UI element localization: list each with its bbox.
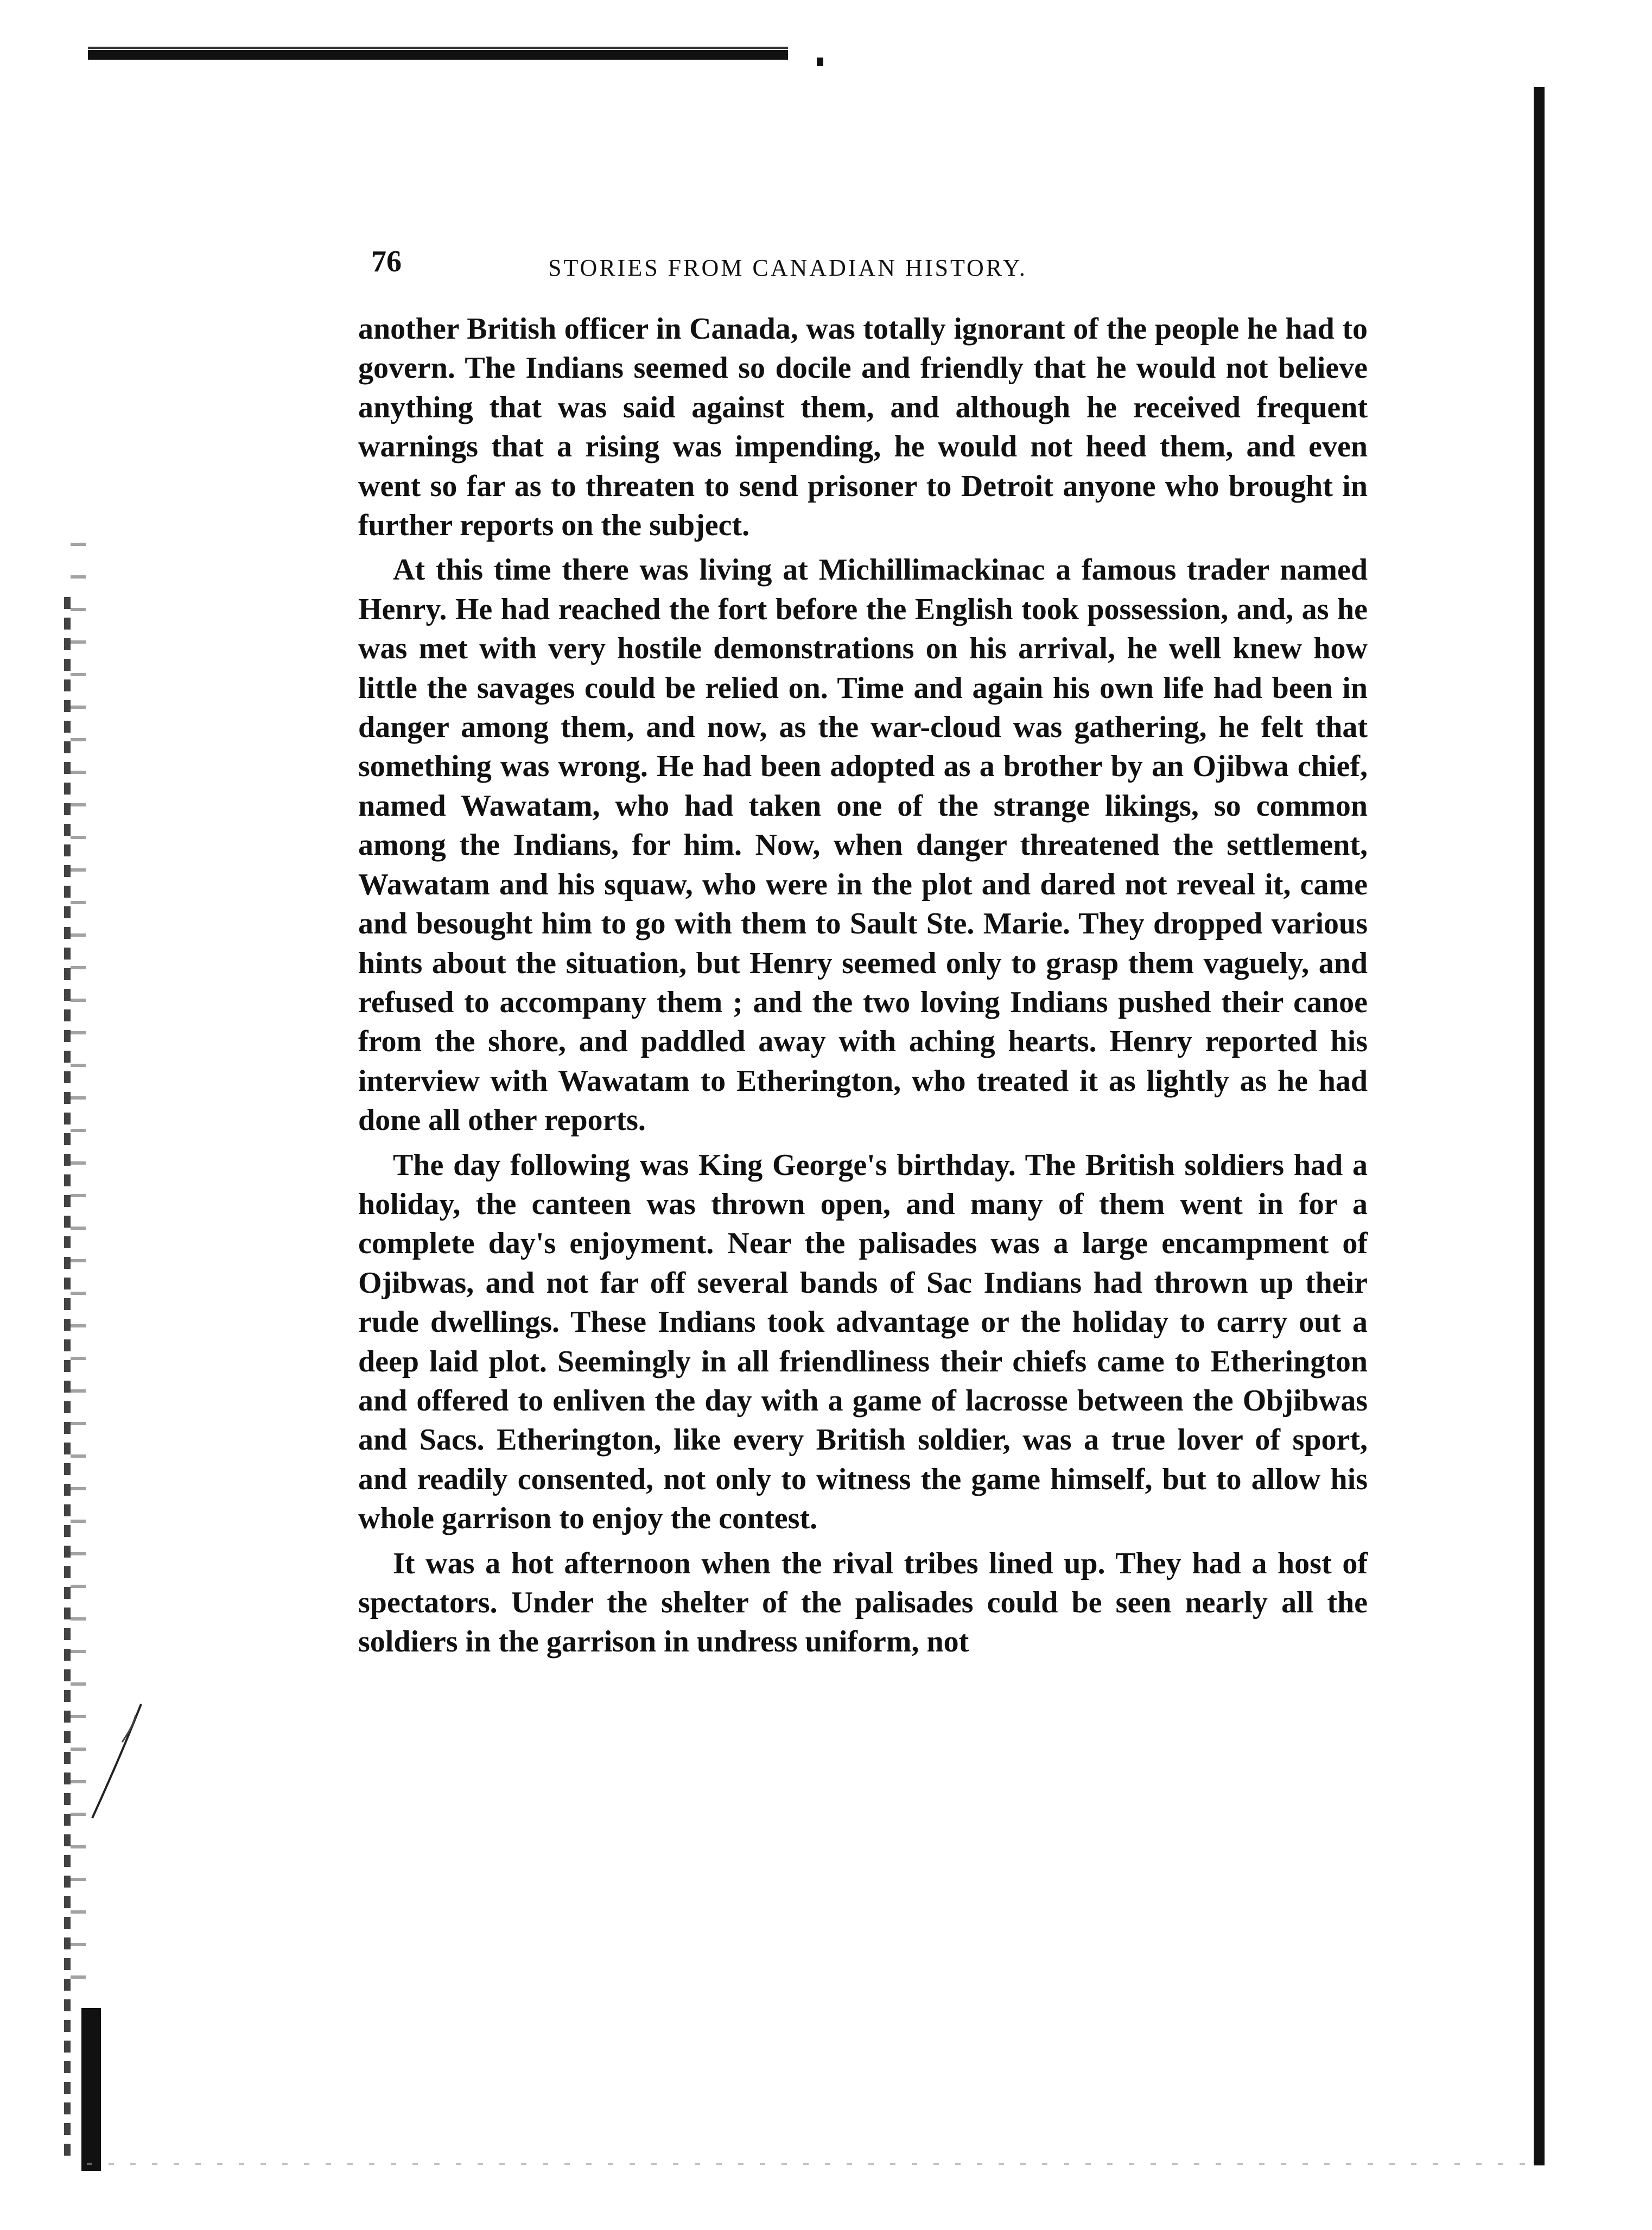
margin-pencil-mark [81,1682,157,1824]
running-title: STORIES FROM CANADIAN HISTORY. [548,255,1027,281]
page-number: 76 [371,245,402,278]
paragraph-2: At this time there was living at Michillimackinac a famous trader named Henry. He had reached the fort before the English took possession, and, as he was met with very hostile demonstrations on his arrival, he well knew how little the savages could be relied on. Time and again his own life had been in danger among them, and now, as the war-cloud was gathering, he felt that something was wrong. He had been adopted as a brother by an Ojibwa chief, named Wawatam, who had taken one of the strange likings, so common among the Indians, for him. Now, when danger threatened the settlement, Wawatam and his squaw, who were in the plot and dared not reveal it, came and besought him to go with them to Sault Ste. Marie. They dropped various hints about the situation, but Henry seemed only to grasp them vaguely, and refused to accompany them ; and the two loving Indians pushed their canoe from the shore, and paddled away with aching hearts. Henry reported his interview with Wawatam to Etherington, who treated it as lightly as he had done all other reports. [358,553,1368,1138]
left-binding-base [81,2008,101,2171]
top-scan-dot [817,58,823,66]
body-text [358,309,1368,1662]
paragraph-4: It was a hot afternoon when the rival tribes lined up. They had a host of spectators. Under the shelter of the palisades could be seen nearly all the soldiers in the garrison in undress uniform, not [358,1546,1368,1659]
top-scan-rule [88,50,788,60]
bottom-scan-speckle [87,2163,1525,2165]
paragraph-3: The day following was King George's birthday. The British soldiers had a holiday, the canteen was thrown open, and many of them went in for a complete day's enjoyment. Near the palisades was a large encampment of Ojibwas, and not far off several bands of Sac Indians had thrown up their rude dwellings. These Indians took advantage or the holiday to carry out a deep laid plot. Seemingly in all friendliness their chiefs came to Etherington and offered to enliven the day with a game of lacrosse between the Objibwas and Sacs. Etherington, like every British soldier, was a true lover of sport, and readily consented, not only to witness the game himself, but to allow his whole garrison to enjoy the contest. [358,1148,1368,1536]
top-scan-rule-thin [88,47,788,49]
right-page-edge [1534,87,1545,2165]
book-page [347,239,1378,1667]
running-head [347,239,1378,298]
paragraph-1: another British officer in Canada, was totally ignorant of the people he had to govern. The Indians seemed so docile and friendly that he would not believe anything that was said against them, and although he received frequent warnings that a rising was impending, he would not heed them, and even went so far as to threaten to send prisoner to Detroit anyone who brought in further reports on the subject. [358,312,1368,543]
left-binding-edge [64,597,71,2160]
